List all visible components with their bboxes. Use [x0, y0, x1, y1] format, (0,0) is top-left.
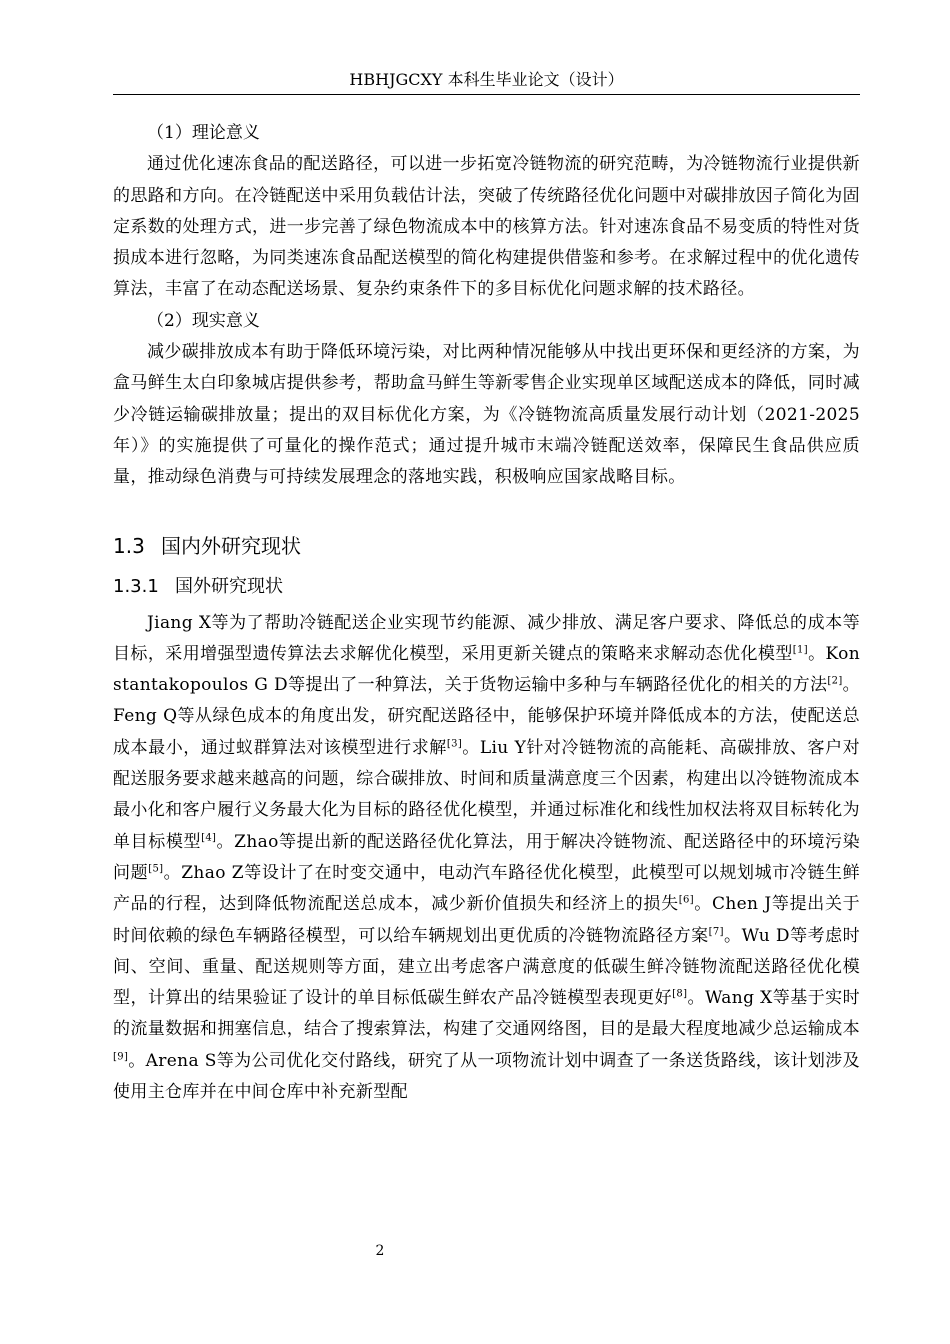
citation: [1] [792, 644, 809, 656]
citation: [7] [708, 925, 724, 937]
subsection-number: 1.3.1 [113, 575, 159, 597]
citation: [8] [672, 988, 688, 1000]
text-segment: 。Konstantakopoulos G D等提出了一种算法，关于货物运输中多种与车辆路径优化的相关的方法 [113, 643, 861, 696]
theory-paragraph: 通过优化速冻食品的配送路径，可以进一步拓宽冷链物流的研究范畴，为冷链物流行业提供新的思路和方向。在冷链配送中采用负载估计法，突破了传统路径优化问题中对碳排放因子简化为固定系数的处理方式，进一步完善了绿色物流成本中的核算方法。针对速冻食品不易变质的特性对货损成本进行忽略，为同类速冻食品配送模型的简化构建提供借鉴和参考。在求解过程中的优化遗传算法，丰富了在动态配送场景、复杂约束条件下的多目标优化问题求解的技术路径。 [113, 154, 860, 300]
section-title: 国内外研究现状 [161, 533, 301, 558]
text-segment: 。Feng Q等从绿色成本的角度出发，研究配送路径中，能够保护环境并降低成本的方法，使配送总成本最小，通过蚁群算法对该模型进行求解 [113, 675, 860, 758]
text-segment: 。Wang X等基于实时的流量数据和拥塞信息，结合了搜索算法，构建了交通网络图，目的是最大程度地减少总运输成本 [113, 988, 860, 1040]
citation: [2] [827, 675, 843, 687]
theory-heading: （1）理论意义 [147, 123, 260, 143]
text-segment: 。Liu Y针对冷链物流的高能耗、高碳排放、客户对配送服务要求越来越高的问题，综合碳排放、时间和质量满意度三个因素，构建出以冷链物流成本最小化和客户履行义务最大化为目标的路径优化模型，并通过标准化和线性加权法将双目标转化为单目标模型 [113, 737, 860, 852]
text-segment: Jiang X等为了帮助冷链配送企业实现节约能源、减少排放、满足客户要求、降低总的成本等目标，采用增强型遗传算法去求解优化模型，采用更新关键点的策略来求解动态优化模型 [113, 612, 860, 664]
text-segment: 。Chen J等提出关于时间依赖的绿色车辆路径模型，可以给车辆规划出更优质的冷链物流路径方案 [113, 894, 860, 946]
section-heading-1-3 [113, 532, 860, 560]
main-text [113, 118, 860, 1108]
section-number: 1.3 [113, 533, 145, 558]
citation: [9] [113, 1051, 129, 1063]
practice-heading: （2）现实意义 [147, 310, 260, 331]
text-segment: 。Arena S等为公司优化交付路线，研究了从一项物流计划中调查了一条送货路线，该计划涉及使用主仓库并在中间仓库中补充新型配 [113, 1050, 860, 1103]
citation: [4] [201, 831, 217, 843]
citation: [6] [678, 894, 694, 906]
subsection-title: 国外研究现状 [175, 575, 283, 597]
page-number: 2 [375, 1243, 385, 1259]
citation: [5] [148, 863, 164, 875]
text-segment: 。Zhao等提出新的配送路径优化算法，用于解决冷链物流、配送路径中的环境污染问题 [113, 831, 860, 883]
header-rule [113, 94, 860, 95]
subsection-heading-1-3-1 [113, 574, 860, 600]
research-paragraph [113, 608, 860, 1109]
running-header: HBHJGCXY 本科生毕业论文（设计） [349, 70, 624, 89]
text-segment: 。Zhao Z等设计了在时变交通中，电动汽车路径优化模型，此模型可以规划城市冷链生鲜产品的行程，达到降低物流配送总成本，减少新价值损失和经济上的损失 [113, 862, 860, 915]
text-segment: 。Wu D等考虑时间、空间、重量、配送规则等方面，建立出考虑客户满意度的低碳生鲜冷链物流配送路径优化模型，计算出的结果验证了设计的单目标低碳生鲜农产品冷链模型表现更好 [113, 925, 860, 1009]
citation: [3] [446, 738, 463, 750]
practice-paragraph: 减少碳排放成本有助于降低环境污染，对比两种情况能够从中找出更环保和更经济的方案，为盒马鲜生太白印象城店提供参考，帮助盒马鲜生等新零售企业实现单区域配送成本的降低，同时减少冷链运输碳排放量；提出的双目标优化方案，为《冷链物流高质量发展行动计划（2021-2025年）》的实施提供了可量化的操作范式；通过提升城市末端冷链配送效率，保障民生食品供应质量，推动绿色消费与可持续发展理念的落地实践，积极响应国家战略目标。 [113, 342, 860, 488]
